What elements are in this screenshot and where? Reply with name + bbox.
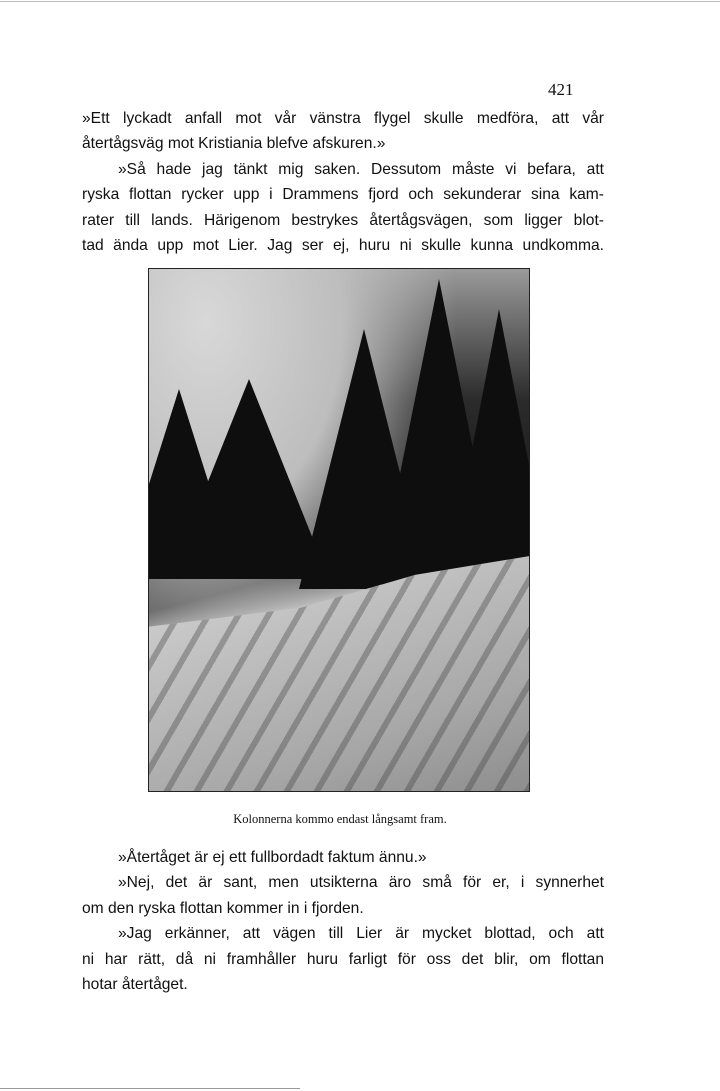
scan-edge-bottom	[0, 1088, 300, 1089]
snow-slope	[149, 556, 529, 791]
text-line: »Så hade jag tänkt mig saken. Dessutom måste vi befara, att	[118, 160, 604, 178]
text-line: återtågsväg mot Kristiania blefve afskuren.»	[82, 135, 386, 153]
page-number: 421	[548, 80, 574, 99]
text-line: »Återtåget är ej ett fullbordadt faktum ännu.»	[118, 849, 427, 866]
text-line: ni har rätt, då ni framhåller huru farligt för oss det blir, om flottan	[82, 950, 604, 968]
photo-caption: Kolonnerna kommo endast långsamt fram.	[233, 812, 447, 826]
text-line: om den ryska flottan kommer in i fjorden.	[82, 899, 364, 917]
body-text-top	[82, 106, 604, 258]
text-line: rater till lands. Härigenom bestrykes återtågsvägen, som ligger blot-	[82, 211, 604, 229]
text-line: tad ända upp mot Lier. Jag ser ej, huru ni skulle kunna undkomma.	[82, 236, 604, 254]
text-line: hotar återtåget.	[82, 975, 188, 993]
text-line: »Ett lyckadt anfall mot vår vänstra flygel skulle medföra, att vår	[82, 110, 604, 127]
text-line: »Nej, det är sant, men utsikterna äro små för er, i synnerhet	[118, 874, 604, 892]
body-text-bottom	[82, 845, 604, 997]
scan-edge-top	[0, 1, 720, 2]
text-line: ryska flottan rycker upp i Drammens fjord och sekunderar sina kam-	[82, 186, 604, 204]
text-line: »Jag erkänner, att vägen till Lier är mycket blottad, och att	[118, 925, 604, 943]
photo-snowy-forest	[148, 268, 530, 792]
